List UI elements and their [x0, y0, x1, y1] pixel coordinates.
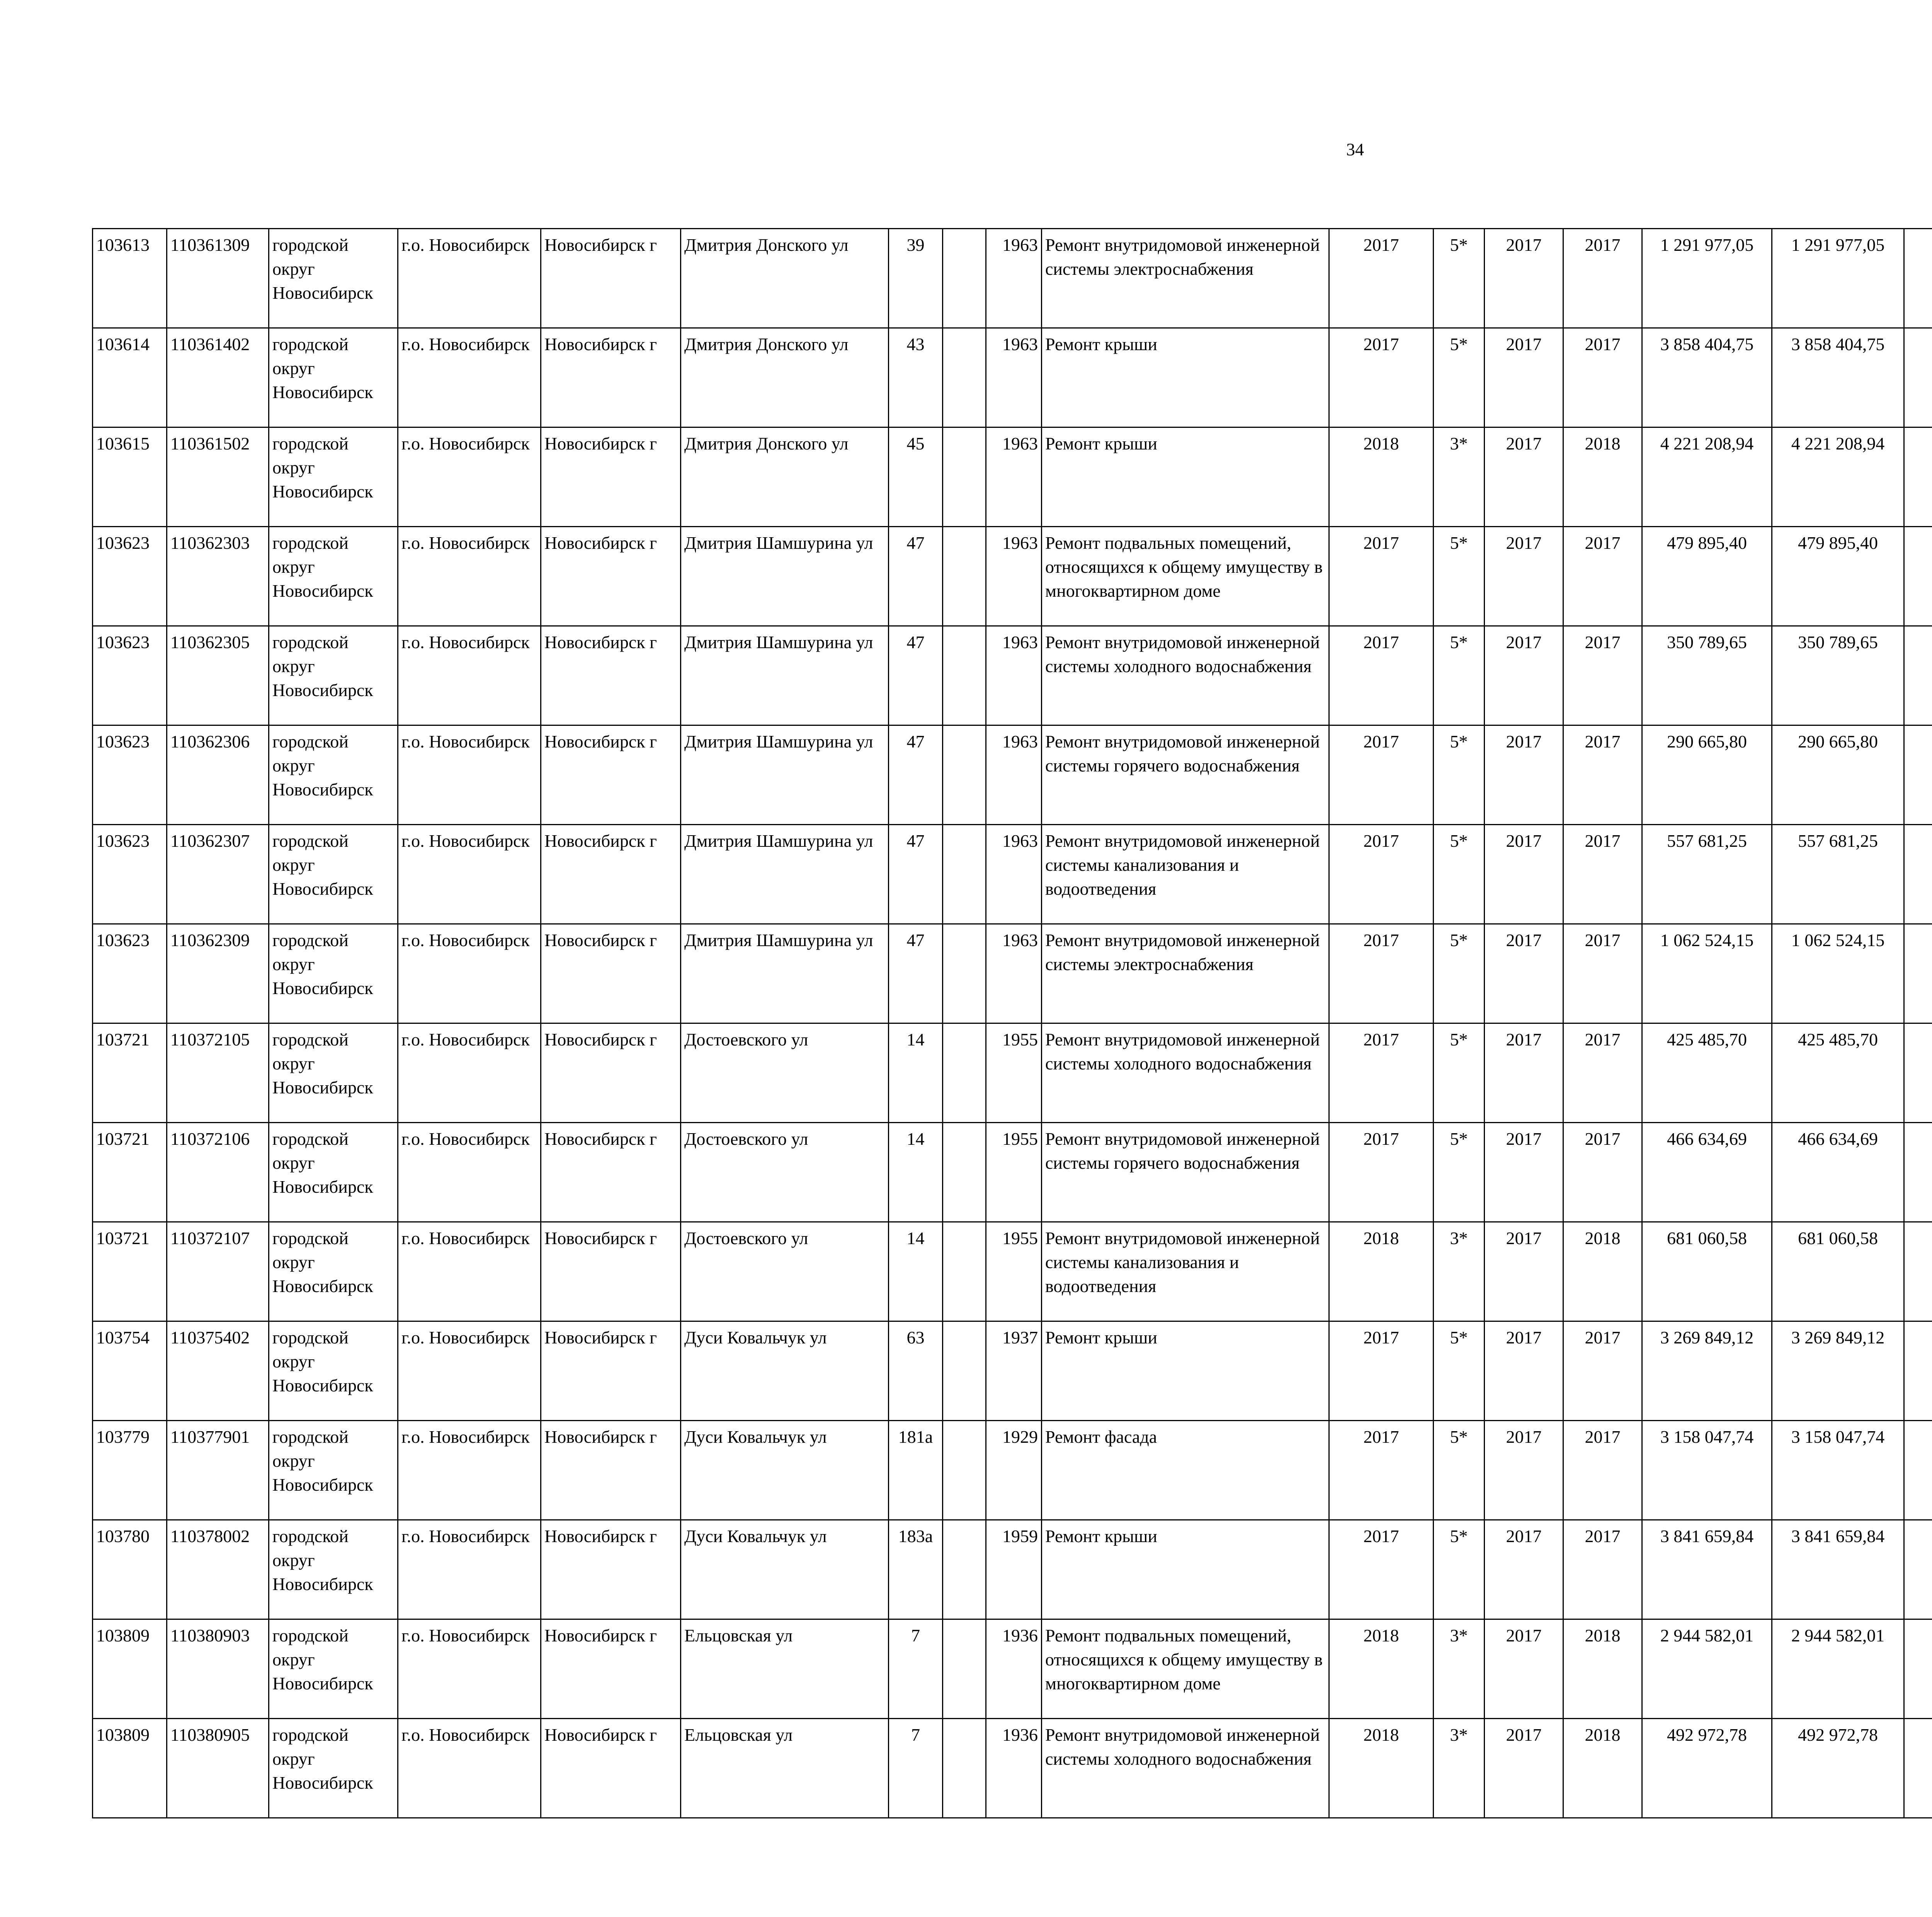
cell-plan-year: 2017 — [1329, 527, 1434, 626]
cell-street: Дмитрия Шамшурина ул — [681, 626, 889, 725]
cell-element-id: 110378002 — [167, 1520, 269, 1619]
cell-plan-year: 2017 — [1329, 626, 1434, 725]
cell-building — [943, 427, 986, 527]
cell-year-built: 1963 — [986, 725, 1042, 825]
cell-work-type: Ремонт подвальных помещений, относящихся к общему имуществу в многоквартирном доме — [1042, 1619, 1329, 1719]
cell-priority: 5* — [1434, 1123, 1485, 1222]
cell-plan-year: 2018 — [1329, 1222, 1434, 1321]
cell-end-year: 2017 — [1563, 328, 1642, 427]
cell-start-year: 2017 — [1485, 1719, 1563, 1818]
cell-cost: 557 681,25 — [1642, 825, 1772, 924]
cell-municipality: городской округ Новосибирск — [269, 1619, 398, 1719]
cell-priority: 3* — [1434, 427, 1485, 527]
cell-cost: 2 944 582,01 — [1642, 1619, 1772, 1719]
cell-locality: Новосибирск г — [541, 527, 681, 626]
cell-municipality: городской округ Новосибирск — [269, 527, 398, 626]
cell-extra-1 — [1904, 1619, 1932, 1719]
cell-object-id: 103614 — [93, 328, 167, 427]
cell-municipality-short: г.о. Новосибирск — [398, 825, 541, 924]
cell-plan-year: 2017 — [1329, 328, 1434, 427]
cell-priority: 5* — [1434, 825, 1485, 924]
cell-street: Ельцовская ул — [681, 1719, 889, 1818]
cell-building — [943, 1023, 986, 1123]
cell-extra-1 — [1904, 1321, 1932, 1421]
cell-start-year: 2017 — [1485, 825, 1563, 924]
cell-municipality-short: г.о. Новосибирск — [398, 1222, 541, 1321]
cell-extra-1 — [1904, 1719, 1932, 1818]
cell-cost: 290 665,80 — [1642, 725, 1772, 825]
cell-locality: Новосибирск г — [541, 825, 681, 924]
cell-house-number: 47 — [889, 825, 943, 924]
cell-cost-total: 4 221 208,94 — [1772, 427, 1904, 527]
cell-work-type: Ремонт крыши — [1042, 328, 1329, 427]
cell-municipality: городской округ Новосибирск — [269, 1321, 398, 1421]
cell-house-number: 14 — [889, 1222, 943, 1321]
table-row — [93, 1619, 1932, 1719]
cell-cost-total: 557 681,25 — [1772, 825, 1904, 924]
table-body — [93, 229, 1932, 1818]
cell-locality: Новосибирск г — [541, 1619, 681, 1719]
cell-house-number: 47 — [889, 527, 943, 626]
cell-cost-total: 1 062 524,15 — [1772, 924, 1904, 1023]
cell-start-year: 2017 — [1485, 1023, 1563, 1123]
cell-element-id: 110372107 — [167, 1222, 269, 1321]
cell-house-number: 43 — [889, 328, 943, 427]
cell-priority: 5* — [1434, 328, 1485, 427]
cell-house-number: 7 — [889, 1719, 943, 1818]
cell-priority: 3* — [1434, 1619, 1485, 1719]
cell-element-id: 110362309 — [167, 924, 269, 1023]
table-row — [93, 1123, 1932, 1222]
cell-street: Дмитрия Донского ул — [681, 427, 889, 527]
cell-municipality: городской округ Новосибирск — [269, 1023, 398, 1123]
cell-municipality-short: г.о. Новосибирск — [398, 1619, 541, 1719]
cell-municipality: городской округ Новосибирск — [269, 1421, 398, 1520]
table-row — [93, 328, 1932, 427]
cell-plan-year: 2017 — [1329, 1023, 1434, 1123]
cell-municipality-short: г.о. Новосибирск — [398, 1520, 541, 1619]
cell-cost: 479 895,40 — [1642, 527, 1772, 626]
cell-work-type: Ремонт внутридомовой инженерной системы холодного водоснабжения — [1042, 626, 1329, 725]
cell-priority: 5* — [1434, 1421, 1485, 1520]
cell-locality: Новосибирск г — [541, 1123, 681, 1222]
cell-element-id: 110375402 — [167, 1321, 269, 1421]
table-row — [93, 725, 1932, 825]
cell-work-type: Ремонт внутридомовой инженерной системы канализования и водоотведения — [1042, 1222, 1329, 1321]
cell-extra-1 — [1904, 1520, 1932, 1619]
cell-cost-total: 492 972,78 — [1772, 1719, 1904, 1818]
cell-cost: 3 858 404,75 — [1642, 328, 1772, 427]
cell-municipality-short: г.о. Новосибирск — [398, 1421, 541, 1520]
cell-extra-1 — [1904, 1421, 1932, 1520]
cell-work-type: Ремонт крыши — [1042, 1520, 1329, 1619]
cell-locality: Новосибирск г — [541, 1023, 681, 1123]
cell-start-year: 2017 — [1485, 229, 1563, 328]
cell-cost: 492 972,78 — [1642, 1719, 1772, 1818]
cell-cost: 3 158 047,74 — [1642, 1421, 1772, 1520]
table-row — [93, 229, 1932, 328]
cell-element-id: 110361309 — [167, 229, 269, 328]
cell-cost-total: 290 665,80 — [1772, 725, 1904, 825]
cell-work-type: Ремонт внутридомовой инженерной системы электроснабжения — [1042, 924, 1329, 1023]
cell-plan-year: 2017 — [1329, 1321, 1434, 1421]
cell-start-year: 2017 — [1485, 1123, 1563, 1222]
cell-building — [943, 1123, 986, 1222]
cell-building — [943, 1520, 986, 1619]
cell-street: Достоевского ул — [681, 1023, 889, 1123]
cell-plan-year: 2017 — [1329, 924, 1434, 1023]
table-row — [93, 825, 1932, 924]
capital-repair-table — [92, 228, 1932, 1818]
cell-locality: Новосибирск г — [541, 1719, 681, 1818]
cell-municipality-short: г.о. Новосибирск — [398, 1023, 541, 1123]
cell-object-id: 103721 — [93, 1023, 167, 1123]
cell-building — [943, 229, 986, 328]
table-row — [93, 1222, 1932, 1321]
cell-priority: 5* — [1434, 229, 1485, 328]
cell-locality: Новосибирск г — [541, 1520, 681, 1619]
cell-locality: Новосибирск г — [541, 328, 681, 427]
cell-municipality-short: г.о. Новосибирск — [398, 1123, 541, 1222]
cell-municipality-short: г.о. Новосибирск — [398, 1321, 541, 1421]
cell-house-number: 47 — [889, 924, 943, 1023]
cell-end-year: 2017 — [1563, 1321, 1642, 1421]
cell-building — [943, 1619, 986, 1719]
cell-building — [943, 1421, 986, 1520]
cell-building — [943, 1321, 986, 1421]
cell-locality: Новосибирск г — [541, 725, 681, 825]
cell-cost-total: 466 634,69 — [1772, 1123, 1904, 1222]
cell-object-id: 103779 — [93, 1421, 167, 1520]
cell-extra-1 — [1904, 229, 1932, 328]
page-number: 34 — [1346, 140, 1364, 159]
cell-building — [943, 328, 986, 427]
cell-extra-1 — [1904, 825, 1932, 924]
cell-extra-1 — [1904, 1222, 1932, 1321]
cell-plan-year: 2017 — [1329, 725, 1434, 825]
cell-start-year: 2017 — [1485, 1321, 1563, 1421]
cell-end-year: 2017 — [1563, 1123, 1642, 1222]
cell-street: Дмитрия Донского ул — [681, 328, 889, 427]
cell-work-type: Ремонт крыши — [1042, 427, 1329, 527]
cell-object-id: 103623 — [93, 527, 167, 626]
cell-object-id: 103623 — [93, 626, 167, 725]
cell-priority: 5* — [1434, 924, 1485, 1023]
cell-object-id: 103615 — [93, 427, 167, 527]
cell-cost: 681 060,58 — [1642, 1222, 1772, 1321]
cell-end-year: 2017 — [1563, 1520, 1642, 1619]
cell-start-year: 2017 — [1485, 1222, 1563, 1321]
cell-object-id: 103809 — [93, 1619, 167, 1719]
table-row — [93, 924, 1932, 1023]
cell-cost: 350 789,65 — [1642, 626, 1772, 725]
cell-locality: Новосибирск г — [541, 229, 681, 328]
cell-plan-year: 2017 — [1329, 1123, 1434, 1222]
table-row — [93, 1321, 1932, 1421]
cell-work-type: Ремонт внутридомовой инженерной системы холодного водоснабжения — [1042, 1719, 1329, 1818]
cell-year-built: 1955 — [986, 1123, 1042, 1222]
cell-priority: 5* — [1434, 1023, 1485, 1123]
cell-cost: 1 062 524,15 — [1642, 924, 1772, 1023]
cell-locality: Новосибирск г — [541, 427, 681, 527]
cell-house-number: 39 — [889, 229, 943, 328]
cell-locality: Новосибирск г — [541, 1421, 681, 1520]
cell-end-year: 2018 — [1563, 1719, 1642, 1818]
cell-cost: 3 841 659,84 — [1642, 1520, 1772, 1619]
cell-municipality-short: г.о. Новосибирск — [398, 1719, 541, 1818]
cell-object-id: 103623 — [93, 725, 167, 825]
cell-work-type: Ремонт внутридомовой инженерной системы горячего водоснабжения — [1042, 1123, 1329, 1222]
cell-year-built: 1963 — [986, 527, 1042, 626]
cell-plan-year: 2018 — [1329, 427, 1434, 527]
cell-street: Дмитрия Шамшурина ул — [681, 825, 889, 924]
cell-end-year: 2017 — [1563, 527, 1642, 626]
cell-year-built: 1963 — [986, 825, 1042, 924]
table-row — [93, 1520, 1932, 1619]
cell-start-year: 2017 — [1485, 1619, 1563, 1719]
cell-work-type: Ремонт фасада — [1042, 1421, 1329, 1520]
cell-municipality: городской округ Новосибирск — [269, 229, 398, 328]
cell-end-year: 2017 — [1563, 1023, 1642, 1123]
cell-start-year: 2017 — [1485, 725, 1563, 825]
cell-house-number: 47 — [889, 626, 943, 725]
cell-end-year: 2017 — [1563, 725, 1642, 825]
cell-extra-1 — [1904, 1023, 1932, 1123]
cell-priority: 5* — [1434, 725, 1485, 825]
cell-cost-total: 2 944 582,01 — [1772, 1619, 1904, 1719]
cell-start-year: 2017 — [1485, 1520, 1563, 1619]
table-row — [93, 527, 1932, 626]
cell-start-year: 2017 — [1485, 527, 1563, 626]
cell-plan-year: 2017 — [1329, 825, 1434, 924]
cell-year-built: 1936 — [986, 1619, 1042, 1719]
cell-locality: Новосибирск г — [541, 1222, 681, 1321]
cell-municipality: городской округ Новосибирск — [269, 1222, 398, 1321]
cell-end-year: 2017 — [1563, 825, 1642, 924]
cell-house-number: 14 — [889, 1123, 943, 1222]
cell-end-year: 2017 — [1563, 229, 1642, 328]
cell-cost-total: 425 485,70 — [1772, 1023, 1904, 1123]
cell-cost-total: 681 060,58 — [1772, 1222, 1904, 1321]
cell-start-year: 2017 — [1485, 626, 1563, 725]
table-row — [93, 427, 1932, 527]
cell-street: Ельцовская ул — [681, 1619, 889, 1719]
cell-end-year: 2018 — [1563, 427, 1642, 527]
cell-locality: Новосибирск г — [541, 924, 681, 1023]
cell-municipality-short: г.о. Новосибирск — [398, 328, 541, 427]
cell-year-built: 1936 — [986, 1719, 1042, 1818]
cell-priority: 3* — [1434, 1719, 1485, 1818]
cell-object-id: 103721 — [93, 1222, 167, 1321]
cell-extra-1 — [1904, 725, 1932, 825]
cell-municipality: городской округ Новосибирск — [269, 1123, 398, 1222]
cell-element-id: 110380905 — [167, 1719, 269, 1818]
cell-house-number: 7 — [889, 1619, 943, 1719]
cell-priority: 5* — [1434, 626, 1485, 725]
cell-end-year: 2017 — [1563, 924, 1642, 1023]
cell-street: Дуси Ковальчук ул — [681, 1421, 889, 1520]
cell-start-year: 2017 — [1485, 1421, 1563, 1520]
cell-street: Достоевского ул — [681, 1222, 889, 1321]
cell-priority: 5* — [1434, 1520, 1485, 1619]
cell-start-year: 2017 — [1485, 427, 1563, 527]
cell-year-built: 1929 — [986, 1421, 1042, 1520]
cell-work-type: Ремонт подвальных помещений, относящихся к общему имуществу в многоквартирном доме — [1042, 527, 1329, 626]
cell-municipality: городской округ Новосибирск — [269, 924, 398, 1023]
cell-year-built: 1963 — [986, 229, 1042, 328]
cell-end-year: 2018 — [1563, 1222, 1642, 1321]
table-row — [93, 626, 1932, 725]
cell-element-id: 110372106 — [167, 1123, 269, 1222]
cell-plan-year: 2017 — [1329, 1421, 1434, 1520]
cell-street: Дмитрия Шамшурина ул — [681, 924, 889, 1023]
cell-cost: 425 485,70 — [1642, 1023, 1772, 1123]
cell-street: Дмитрия Шамшурина ул — [681, 725, 889, 825]
cell-year-built: 1937 — [986, 1321, 1042, 1421]
cell-element-id: 110380903 — [167, 1619, 269, 1719]
cell-municipality: городской округ Новосибирск — [269, 1520, 398, 1619]
cell-street: Дмитрия Донского ул — [681, 229, 889, 328]
cell-extra-1 — [1904, 527, 1932, 626]
cell-building — [943, 527, 986, 626]
cell-priority: 3* — [1434, 1222, 1485, 1321]
cell-municipality-short: г.о. Новосибирск — [398, 527, 541, 626]
cell-street: Дмитрия Шамшурина ул — [681, 527, 889, 626]
table-row — [93, 1421, 1932, 1520]
cell-year-built: 1963 — [986, 626, 1042, 725]
cell-end-year: 2017 — [1563, 1421, 1642, 1520]
cell-municipality-short: г.о. Новосибирск — [398, 924, 541, 1023]
cell-municipality-short: г.о. Новосибирск — [398, 725, 541, 825]
cell-municipality: городской округ Новосибирск — [269, 328, 398, 427]
cell-house-number: 45 — [889, 427, 943, 527]
cell-object-id: 103623 — [93, 924, 167, 1023]
cell-element-id: 110362305 — [167, 626, 269, 725]
cell-year-built: 1955 — [986, 1222, 1042, 1321]
cell-object-id: 103623 — [93, 825, 167, 924]
cell-extra-1 — [1904, 626, 1932, 725]
cell-cost: 3 269 849,12 — [1642, 1321, 1772, 1421]
cell-cost-total: 3 858 404,75 — [1772, 328, 1904, 427]
cell-locality: Новосибирск г — [541, 1321, 681, 1421]
cell-building — [943, 725, 986, 825]
cell-cost-total: 3 158 047,74 — [1772, 1421, 1904, 1520]
cell-work-type: Ремонт внутридомовой инженерной системы канализования и водоотведения — [1042, 825, 1329, 924]
cell-building — [943, 1222, 986, 1321]
cell-end-year: 2017 — [1563, 626, 1642, 725]
cell-municipality: городской округ Новосибирск — [269, 427, 398, 527]
cell-object-id: 103613 — [93, 229, 167, 328]
cell-cost-total: 1 291 977,05 — [1772, 229, 1904, 328]
cell-work-type: Ремонт внутридомовой инженерной системы холодного водоснабжения — [1042, 1023, 1329, 1123]
cell-cost: 4 221 208,94 — [1642, 427, 1772, 527]
cell-municipality-short: г.о. Новосибирск — [398, 229, 541, 328]
cell-plan-year: 2017 — [1329, 229, 1434, 328]
cell-element-id: 110361402 — [167, 328, 269, 427]
cell-street: Дуси Ковальчук ул — [681, 1520, 889, 1619]
cell-year-built: 1963 — [986, 328, 1042, 427]
cell-house-number: 183а — [889, 1520, 943, 1619]
cell-building — [943, 825, 986, 924]
cell-extra-1 — [1904, 328, 1932, 427]
cell-object-id: 103780 — [93, 1520, 167, 1619]
cell-object-id: 103754 — [93, 1321, 167, 1421]
cell-year-built: 1955 — [986, 1023, 1042, 1123]
cell-priority: 5* — [1434, 1321, 1485, 1421]
cell-plan-year: 2018 — [1329, 1719, 1434, 1818]
cell-house-number: 181а — [889, 1421, 943, 1520]
cell-plan-year: 2018 — [1329, 1619, 1434, 1719]
cell-house-number: 14 — [889, 1023, 943, 1123]
cell-work-type: Ремонт внутридомовой инженерной системы электроснабжения — [1042, 229, 1329, 328]
cell-element-id: 110361502 — [167, 427, 269, 527]
cell-building — [943, 1719, 986, 1818]
cell-building — [943, 924, 986, 1023]
cell-municipality: городской округ Новосибирск — [269, 825, 398, 924]
cell-element-id: 110362307 — [167, 825, 269, 924]
cell-element-id: 110362306 — [167, 725, 269, 825]
cell-start-year: 2017 — [1485, 924, 1563, 1023]
cell-year-built: 1963 — [986, 427, 1042, 527]
cell-municipality: городской округ Новосибирск — [269, 626, 398, 725]
cell-extra-1 — [1904, 924, 1932, 1023]
cell-cost-total: 3 841 659,84 — [1772, 1520, 1904, 1619]
cell-cost-total: 350 789,65 — [1772, 626, 1904, 725]
cell-cost: 466 634,69 — [1642, 1123, 1772, 1222]
cell-work-type: Ремонт внутридомовой инженерной системы горячего водоснабжения — [1042, 725, 1329, 825]
cell-plan-year: 2017 — [1329, 1520, 1434, 1619]
cell-object-id: 103809 — [93, 1719, 167, 1818]
cell-cost: 1 291 977,05 — [1642, 229, 1772, 328]
cell-municipality: городской округ Новосибирск — [269, 1719, 398, 1818]
cell-work-type: Ремонт крыши — [1042, 1321, 1329, 1421]
cell-element-id: 110377901 — [167, 1421, 269, 1520]
cell-year-built: 1963 — [986, 924, 1042, 1023]
cell-object-id: 103721 — [93, 1123, 167, 1222]
cell-house-number: 47 — [889, 725, 943, 825]
cell-end-year: 2018 — [1563, 1619, 1642, 1719]
cell-street: Дуси Ковальчук ул — [681, 1321, 889, 1421]
cell-priority: 5* — [1434, 527, 1485, 626]
table-row — [93, 1023, 1932, 1123]
cell-house-number: 63 — [889, 1321, 943, 1421]
cell-building — [943, 626, 986, 725]
table-row — [93, 1719, 1932, 1818]
cell-municipality: городской округ Новосибирск — [269, 725, 398, 825]
cell-element-id: 110362303 — [167, 527, 269, 626]
cell-element-id: 110372105 — [167, 1023, 269, 1123]
cell-locality: Новосибирск г — [541, 626, 681, 725]
cell-extra-1 — [1904, 1123, 1932, 1222]
cell-start-year: 2017 — [1485, 328, 1563, 427]
cell-municipality-short: г.о. Новосибирск — [398, 427, 541, 527]
cell-municipality-short: г.о. Новосибирск — [398, 626, 541, 725]
cell-street: Достоевского ул — [681, 1123, 889, 1222]
cell-cost-total: 479 895,40 — [1772, 527, 1904, 626]
cell-cost-total: 3 269 849,12 — [1772, 1321, 1904, 1421]
cell-year-built: 1959 — [986, 1520, 1042, 1619]
cell-extra-1 — [1904, 427, 1932, 527]
